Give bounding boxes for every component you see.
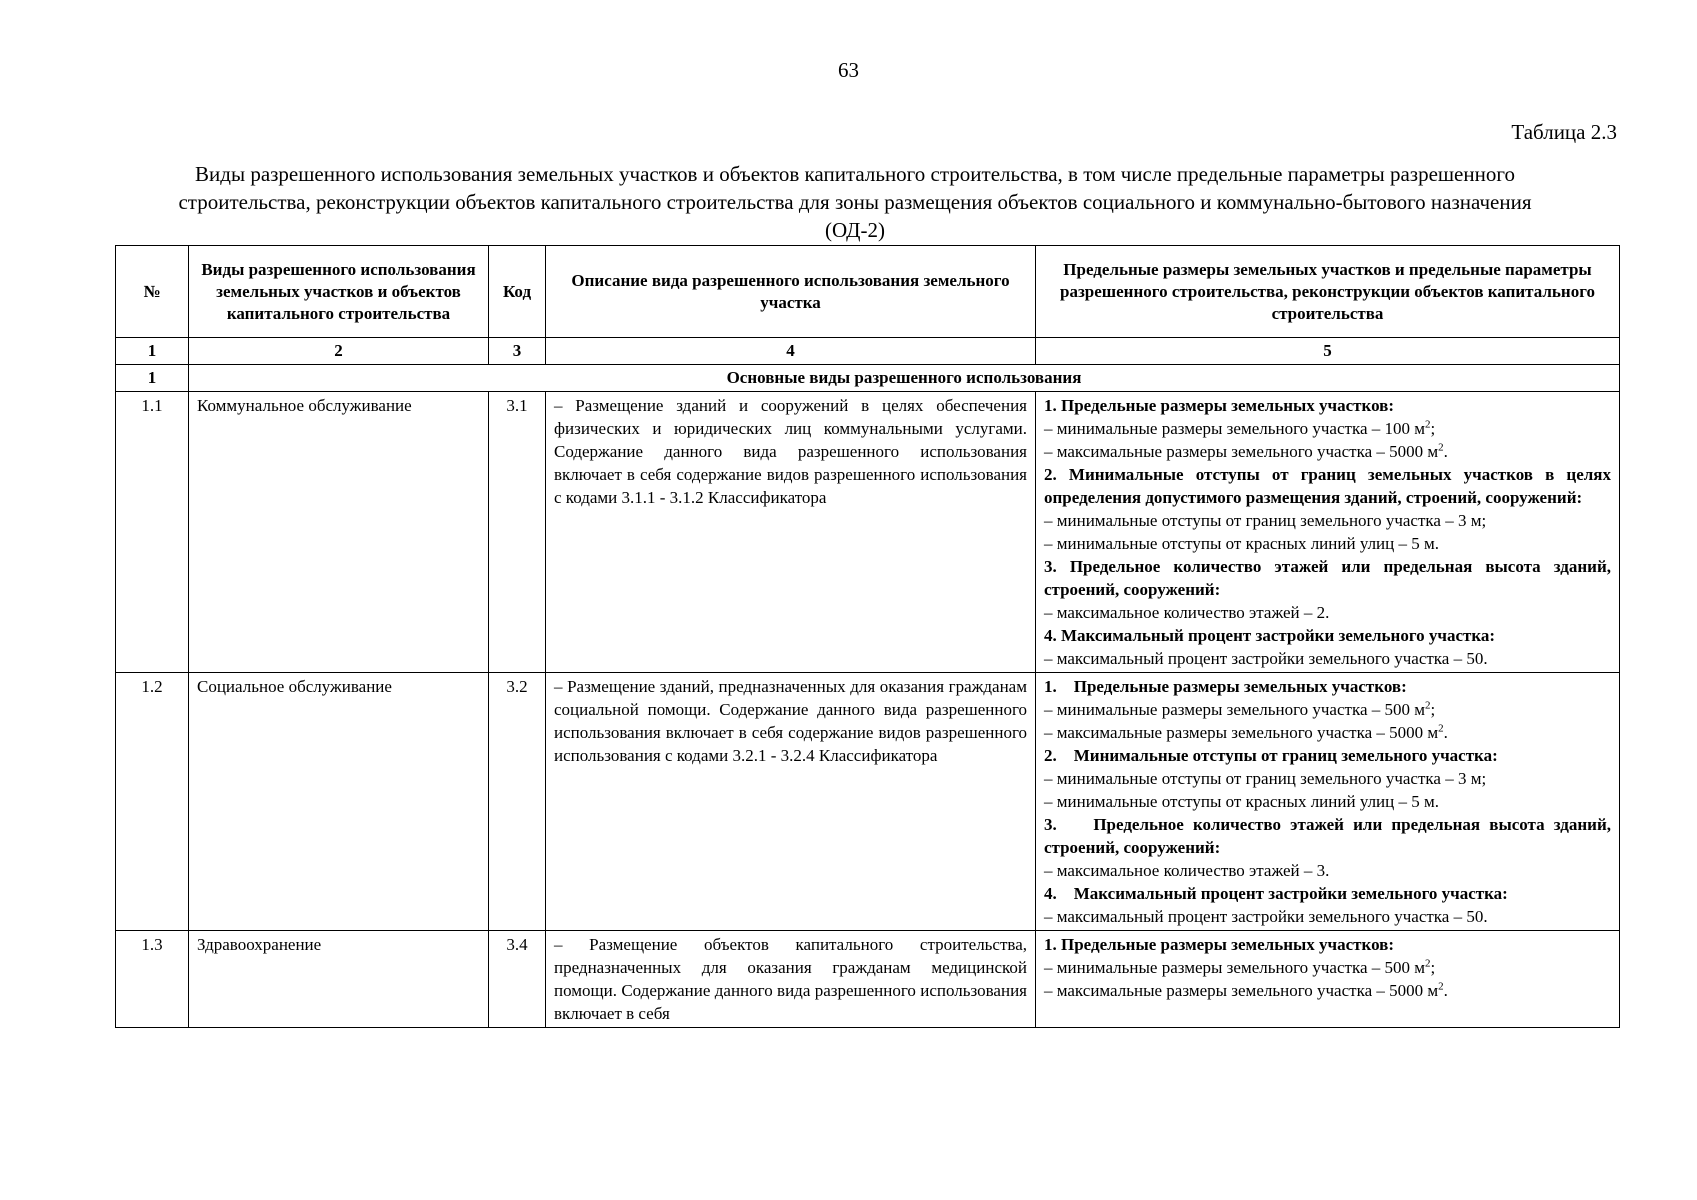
header-num: №	[116, 246, 189, 338]
param-punct: .	[1443, 442, 1448, 461]
param-line	[1044, 417, 1611, 440]
param-heading: 4. Максимальный процент застройки земельного участка:	[1044, 884, 1508, 903]
row-description: – Размещение объектов капитального строительства, предназначенных для оказания гражданам медицинской помощи. Содержание данного вида разрешенного использования включает в себя	[546, 931, 1036, 1028]
table-header-row	[116, 246, 1620, 338]
param-heading: 3. Предельное количество этажей или предельная высота зданий, строений, сооружений:	[1044, 815, 1616, 857]
column-number: 1	[116, 338, 189, 365]
header-params: Предельные размеры земельных участков и предельные параметры разрешенного строительства, реконструкции объектов капитального строительства	[1036, 246, 1620, 338]
table-row	[116, 392, 1620, 673]
header-code: Код	[489, 246, 546, 338]
param-heading: 1. Предельные размеры земельных участков:	[1044, 935, 1395, 954]
param-punct: ;	[1430, 958, 1436, 977]
column-numbers-row	[116, 338, 1620, 365]
column-number: 3	[489, 338, 546, 365]
row-kind: Здравоохранение	[189, 931, 489, 1028]
row-kind: Коммунальное обслуживание	[189, 392, 489, 673]
row-code: 3.1	[489, 392, 546, 673]
row-code: 3.2	[489, 673, 546, 931]
param-heading: 1. Предельные размеры земельных участков:	[1044, 677, 1407, 696]
column-number: 4	[546, 338, 1036, 365]
row-params	[1036, 392, 1620, 673]
row-num: 1.1	[116, 392, 189, 673]
param-text: – минимальные размеры земельного участка – 500 м	[1044, 958, 1426, 977]
param-punct: .	[1443, 981, 1448, 1000]
square-superscript: 2	[1425, 418, 1431, 431]
row-kind: Социальное обслуживание	[189, 673, 489, 931]
param-line: – минимальные отступы от границ земельного участка – 3 м;	[1044, 511, 1487, 530]
row-params	[1036, 673, 1620, 931]
param-line: – максимальное количество этажей – 2.	[1044, 603, 1330, 622]
square-superscript: 2	[1438, 722, 1444, 735]
table-row	[116, 931, 1620, 1028]
param-line: – максимальное количество этажей – 3.	[1044, 861, 1330, 880]
param-line: – минимальные отступы от красных линий улиц – 5 м.	[1044, 534, 1440, 553]
param-text: – максимальные размеры земельного участка – 5000 м	[1044, 723, 1439, 742]
table-label: Таблица 2.3	[1511, 120, 1617, 144]
param-heading: 2. Минимальные отступы от границ земельных участков в целях определения допустимого размещения зданий, строений, сооружений:	[1044, 465, 1611, 507]
row-num: 1.2	[116, 673, 189, 931]
row-description: – Размещение зданий и сооружений в целях обеспечения физических и юридических лиц коммунальными услугами. Содержание данного вида разрешенного использования включает в себя содержание видов разрешенного использования с кодами 3.1.1 - 3.1.2 Классификатора	[546, 392, 1036, 673]
param-punct: ;	[1430, 700, 1436, 719]
square-superscript: 2	[1425, 699, 1431, 712]
param-punct: ;	[1430, 419, 1436, 438]
square-superscript: 2	[1425, 957, 1431, 970]
param-text: – максимальные размеры земельного участка – 5000 м	[1044, 442, 1439, 461]
column-number: 2	[189, 338, 489, 365]
param-line	[1044, 440, 1611, 463]
row-description: – Размещение зданий, предназначенных для оказания гражданам социальной помощи. Содержание данного вида разрешенного использования включает в себя содержание видов разрешенного использования с кодами 3.2.1 - 3.2.4 Классификатора	[546, 673, 1036, 931]
param-line: – минимальные отступы от красных линий улиц – 5 м.	[1044, 792, 1440, 811]
param-punct: .	[1443, 723, 1448, 742]
row-num: 1.3	[116, 931, 189, 1028]
section-num: 1	[116, 365, 189, 392]
page-number: 63	[838, 58, 859, 82]
param-text: – минимальные размеры земельного участка – 500 м	[1044, 700, 1426, 719]
param-line: – максимальный процент застройки земельного участка – 50.	[1044, 649, 1488, 668]
param-heading: 2. Минимальные отступы от границ земельного участка:	[1044, 746, 1498, 765]
section-title: Основные виды разрешенного использования	[189, 365, 1620, 392]
param-line: – максимальный процент застройки земельного участка – 50.	[1044, 907, 1488, 926]
square-superscript: 2	[1438, 441, 1444, 454]
param-text: – минимальные размеры земельного участка – 100 м	[1044, 419, 1426, 438]
param-line	[1044, 979, 1611, 1002]
header-kind: Виды разрешенного использования земельных участков и объектов капитального строительства	[189, 246, 489, 338]
land-use-table	[115, 245, 1620, 1028]
param-heading: 4. Максимальный процент застройки земельного участка:	[1044, 626, 1496, 645]
param-line: – минимальные отступы от границ земельного участка – 3 м;	[1044, 769, 1487, 788]
param-line	[1044, 698, 1611, 721]
table-row	[116, 673, 1620, 931]
square-superscript: 2	[1438, 980, 1444, 993]
param-text: – максимальные размеры земельного участка – 5000 м	[1044, 981, 1439, 1000]
param-heading: 1. Предельные размеры земельных участков:	[1044, 396, 1395, 415]
param-heading: 3. Предельное количество этажей или предельная высота зданий, строений, сооружений:	[1044, 557, 1611, 599]
row-code: 3.4	[489, 931, 546, 1028]
document-title: Виды разрешенного использования земельных участков и объектов капитального строительства, в том числе предельные параметры разрешенного строительства, реконструкции объектов капитального строительства для зоны размещения объектов социального и коммунально-бытового назначения (ОД-2)	[178, 162, 1532, 242]
row-params	[1036, 931, 1620, 1028]
param-line	[1044, 956, 1611, 979]
header-description: Описание вида разрешенного использования земельного участка	[546, 246, 1036, 338]
param-line	[1044, 721, 1611, 744]
column-number: 5	[1036, 338, 1620, 365]
section-row	[116, 365, 1620, 392]
